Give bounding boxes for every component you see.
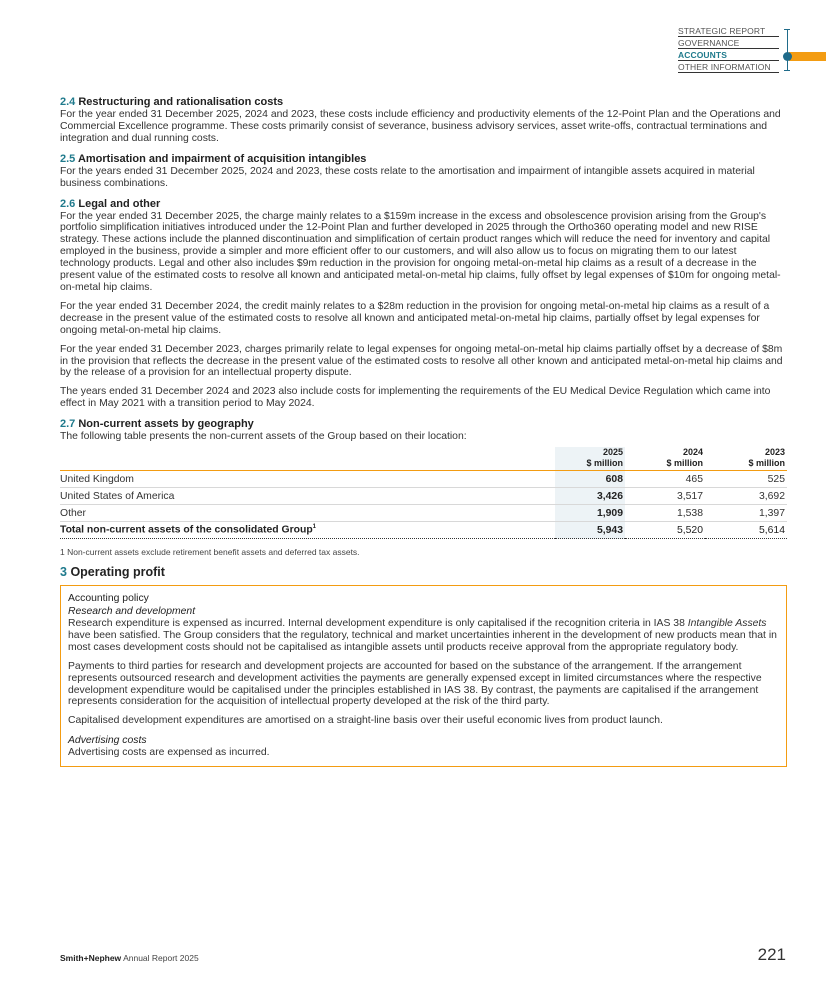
header-year: 2023 bbox=[764, 447, 785, 458]
cell-2024: 3,517 bbox=[625, 488, 705, 505]
section-number: 2.6 bbox=[60, 197, 76, 210]
section-2-6-heading bbox=[60, 197, 787, 211]
section-2-5-heading bbox=[60, 152, 787, 166]
policy-para-2: Payments to third parties for research and development projects are accounted for based on the substance of the arrangement. If the arrangement represents outsourced research and development activities the payments are generally expensed except in limited circumstances where the respective development expenditure would be capitalised under the principles established in IAS 38. By contrast, the payments are capitalised if the arrangement represents consideration for the acquisition of intellectual property developed at the risk of the third party. bbox=[68, 660, 762, 708]
cell-2023: 5,614 bbox=[705, 522, 787, 539]
nav-line bbox=[787, 29, 788, 70]
section-title: Non-current assets by geography bbox=[78, 418, 254, 431]
cell-2023: 3,692 bbox=[705, 488, 787, 505]
text-run: Research expenditure is expensed as incurred. Internal development expenditure is only capitalised if the recognition criteria in IAS 38 bbox=[68, 618, 688, 630]
row-label bbox=[60, 522, 555, 539]
section-title: Legal and other bbox=[78, 197, 161, 210]
header-unit: $ million bbox=[666, 458, 703, 469]
section-2-6-para-1: For the year ended 31 December 2025, the charge mainly relates to a $159m increase in the excess and obsolescence provision arising from the Group's portfolio simplification initiatives introduced under the 12-Point Plan and further developed in 2025 through the Ortho360 operating model and new RISE strategy. These actions include the planned discontinuation and simplification of certain product ranges which will reduce the need for inventory and capital employed in the business, provide a simpler and more efficient offer to our customers, and will also allow us to focus on migrating them to our latest technology products. Legal and other also includes $9m reduction in the provision for ongoing metal-on-metal hip claims as a result of a decrease in the present value of the estimated costs to resolve all known and anticipated metal-on-metal hip claims, fully offset by legal expenses of $10m for ongoing metal-on-metal hip claims. bbox=[60, 210, 781, 293]
nav-governance[interactable]: GOVERNANCE bbox=[678, 37, 779, 49]
page-number: 221 bbox=[757, 945, 786, 964]
cell-2025: 3,426 bbox=[555, 488, 625, 505]
policy-title: Accounting policy bbox=[68, 593, 149, 605]
cell-2025: 608 bbox=[555, 471, 625, 488]
section-2-5-text: For the years ended 31 December 2025, 2024 and 2023, these costs relate to the amortisation and impairment of intangible assets acquired in material business combinations. bbox=[60, 165, 755, 189]
report-name: Annual Report 2025 bbox=[123, 953, 199, 963]
section-title: Operating profit bbox=[70, 565, 165, 580]
column-header-2024 bbox=[625, 447, 705, 471]
accounting-policy-box bbox=[60, 585, 787, 767]
cell-2024: 465 bbox=[625, 471, 705, 488]
section-number: 2.4 bbox=[60, 96, 76, 108]
section-number: 2.7 bbox=[60, 418, 76, 431]
nav-tick-top bbox=[784, 29, 790, 30]
section-3-heading bbox=[60, 565, 787, 579]
header-unit: $ million bbox=[748, 458, 785, 469]
cell-2025: 1,909 bbox=[555, 505, 625, 522]
cell-2024: 5,520 bbox=[625, 522, 705, 539]
total-label: Total non-current assets of the consolidated Group bbox=[60, 524, 313, 536]
nav-accounts[interactable]: ACCOUNTS bbox=[678, 49, 779, 61]
section-2-6-para-4: The years ended 31 December 2024 and 2023 also include costs for implementing the requirements of the EU Medical Device Regulation which came into effect in May 2021 with a transition period to May 2024. bbox=[60, 386, 771, 410]
cell-2024: 1,538 bbox=[625, 505, 705, 522]
row-label: United States of America bbox=[60, 488, 555, 505]
policy-para-1 bbox=[68, 618, 779, 654]
rd-subheading: Research and development bbox=[68, 606, 196, 618]
table-row bbox=[60, 488, 787, 505]
section-title: Amortisation and impairment of acquisition intangibles bbox=[77, 152, 367, 165]
table-footnote: 1 Non-current assets exclude retirement benefit assets and deferred tax assets. bbox=[60, 547, 360, 558]
footnote-marker: 1 bbox=[312, 524, 317, 531]
column-header-2025 bbox=[555, 447, 625, 471]
section-2-4-text: For the year ended 31 December 2025, 2024 and 2023, these costs include efficiency and productivity elements of the 12-Point Plan and the Operations and Commercial Excellence programme. These costs primarily consist of severance, business advisory services, asset write-offs, contractual terminations and integration and dual running costs. bbox=[60, 109, 781, 144]
policy-para-4: Advertising costs are expensed as incurred. bbox=[68, 747, 270, 759]
row-label: United Kingdom bbox=[60, 471, 555, 488]
footer-brand bbox=[60, 953, 199, 963]
row-label: Other bbox=[60, 505, 555, 522]
advertising-subheading: Advertising costs bbox=[68, 735, 147, 747]
table-row bbox=[60, 471, 787, 488]
table-header-row bbox=[60, 447, 787, 471]
nav-active-bar bbox=[789, 52, 826, 61]
table-total-row bbox=[60, 522, 787, 539]
italic-term: Intangible Assets bbox=[687, 618, 767, 630]
policy-para-3: Capitalised development expenditures are amortised on a straight-line basis over their useful economic lives from product launch. bbox=[68, 715, 663, 727]
page-content bbox=[60, 95, 787, 767]
section-2-7-intro: The following table presents the non-current assets of the Group based on their location: bbox=[60, 431, 467, 443]
geography-table bbox=[60, 447, 787, 539]
section-2-4-heading bbox=[60, 95, 787, 109]
cell-2023: 525 bbox=[705, 471, 787, 488]
label-column-header bbox=[60, 447, 555, 471]
header-year: 2025 bbox=[602, 447, 623, 458]
nav-active-dot bbox=[783, 52, 792, 61]
table-row bbox=[60, 505, 787, 522]
section-2-6-para-2: For the year ended 31 December 2024, the credit mainly relates to a $28m reduction in the provision for ongoing metal-on-metal hip claims as a result of a decrease in the present value of the estimated costs to resolve all known and anticipated metal-on-metal hip claims, partially offset by legal expenses for ongoing metal-on-metal hip claims. bbox=[60, 300, 770, 336]
cell-2025: 5,943 bbox=[555, 522, 625, 539]
column-header-2023 bbox=[705, 447, 787, 471]
nav-tick-bottom bbox=[784, 70, 790, 71]
text-run: have been satisfied. The Group considers that the regulatory, technical and market uncertainties inherent in the development of new products mean that in most cases development costs should not be capitalised as intangible assets until products receive approval from the appropriate regulatory body. bbox=[68, 629, 777, 653]
section-number: 3 bbox=[60, 565, 67, 580]
brand-name: Smith+Nephew bbox=[60, 953, 122, 963]
section-number: 2.5 bbox=[60, 152, 76, 165]
header-unit: $ million bbox=[586, 458, 623, 469]
nav-strategic-report[interactable]: STRATEGIC REPORT bbox=[678, 25, 779, 37]
section-title: Restructuring and rationalisation costs bbox=[78, 96, 284, 108]
section-2-7-heading bbox=[60, 417, 787, 431]
cell-2023: 1,397 bbox=[705, 505, 787, 522]
section-nav bbox=[678, 25, 826, 73]
nav-other-information[interactable]: OTHER INFORMATION bbox=[678, 61, 779, 73]
section-2-6-para-3: For the year ended 31 December 2023, charges primarily relate to legal expenses for ongoing metal-on-metal hip claims partially offset by a decrease of $8m in the provision that reflects the decrease in the present value of the estimated costs to resolve all other known and anticipated metal-on-metal hip claims and by the release of a provision for an intellectual property dispute. bbox=[60, 343, 783, 379]
header-year: 2024 bbox=[682, 447, 703, 458]
